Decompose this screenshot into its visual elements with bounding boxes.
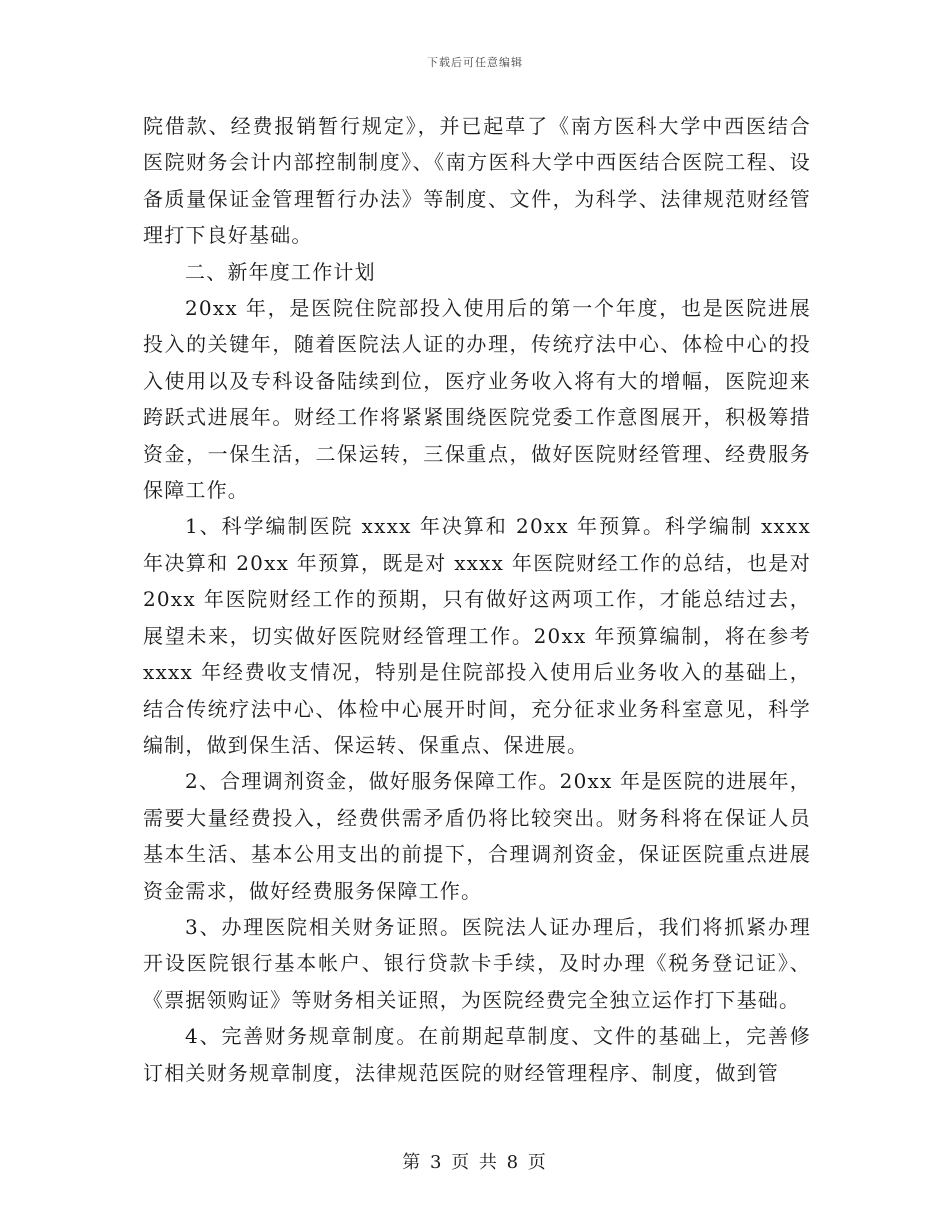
paragraph-item-1: 1、科学编制医院 xxxx 年决算和 20xx 年预算。科学编制 xxxx 年决算和 20xx 年预算，既是对 xxxx 年医院财经工作的总结，也是对 20xx 年医院财经工作的预期，只有做好这两项工作，才能总结过去，展望未来，切实做好医院财经管理工作。20xx 年预算编制，将在参考 xxxx 年经费收支情况，特别是住院部投入使用后业务收入的基础上，结合传统疗法中心、体检中心展开时间，充分征求业务科室意见，科学编制，做到保生活、保运转、保重点、保进展。 <box>143 514 811 757</box>
document-body <box>143 108 811 1091</box>
paragraph-overview: 20xx 年，是医院住院部投入使用后的第一个年度，也是医院进展投入的关键年，随着医院法人证的办理，传统疗法中心、体检中心的投入使用以及专科设备陆续到位，医疗业务收入将有大的增幅，医院迎来跨跃式进展年。财经工作将紧紧围绕医院党委工作意图展开，积极筹措资金，一保生活，二保运转，三保重点，做好医院财经管理、经费服务保障工作。 <box>143 296 811 503</box>
paragraph-item-4: 4、完善财务规章制度。在前期起草制度、文件的基础上，完善修订相关财务规章制度，法律规范医院的财经管理程序、制度，做到管 <box>143 1024 811 1085</box>
section-heading-plan: 二、新年度工作计划 <box>185 259 376 284</box>
page-header: 下载后可任意编辑 <box>427 56 523 69</box>
page-number: 第 3 页 共 8 页 <box>402 1152 548 1173</box>
paragraph-continuation: 院借款、经费报销暂行规定》，并已起草了《南方医科大学中西医结合医院财务会计内部控制制度》、《南方医科大学中西医结合医院工程、设备质量保证金管理暂行办法》等制度、文件，为科学、法律规范财经管理打下良好基础。 <box>143 114 811 248</box>
paragraph-item-2: 2、合理调剂资金，做好服务保障工作。20xx 年是医院的进展年，需要大量经费投入，经费供需矛盾仍将比较突出。财务科将在保证人员基本生活、基本公用支出的前提下，合理调剂资金，保证医院重点进展资金需求，做好经费服务保障工作。 <box>143 769 811 903</box>
paragraph-item-3: 3、办理医院相关财务证照。医院法人证办理后，我们将抓紧办理开设医院银行基本帐户、银行贷款卡手续，及时办理《税务登记证》、《票据领购证》等财务相关证照，为医院经费完全独立运作打下基础。 <box>143 914 811 1012</box>
